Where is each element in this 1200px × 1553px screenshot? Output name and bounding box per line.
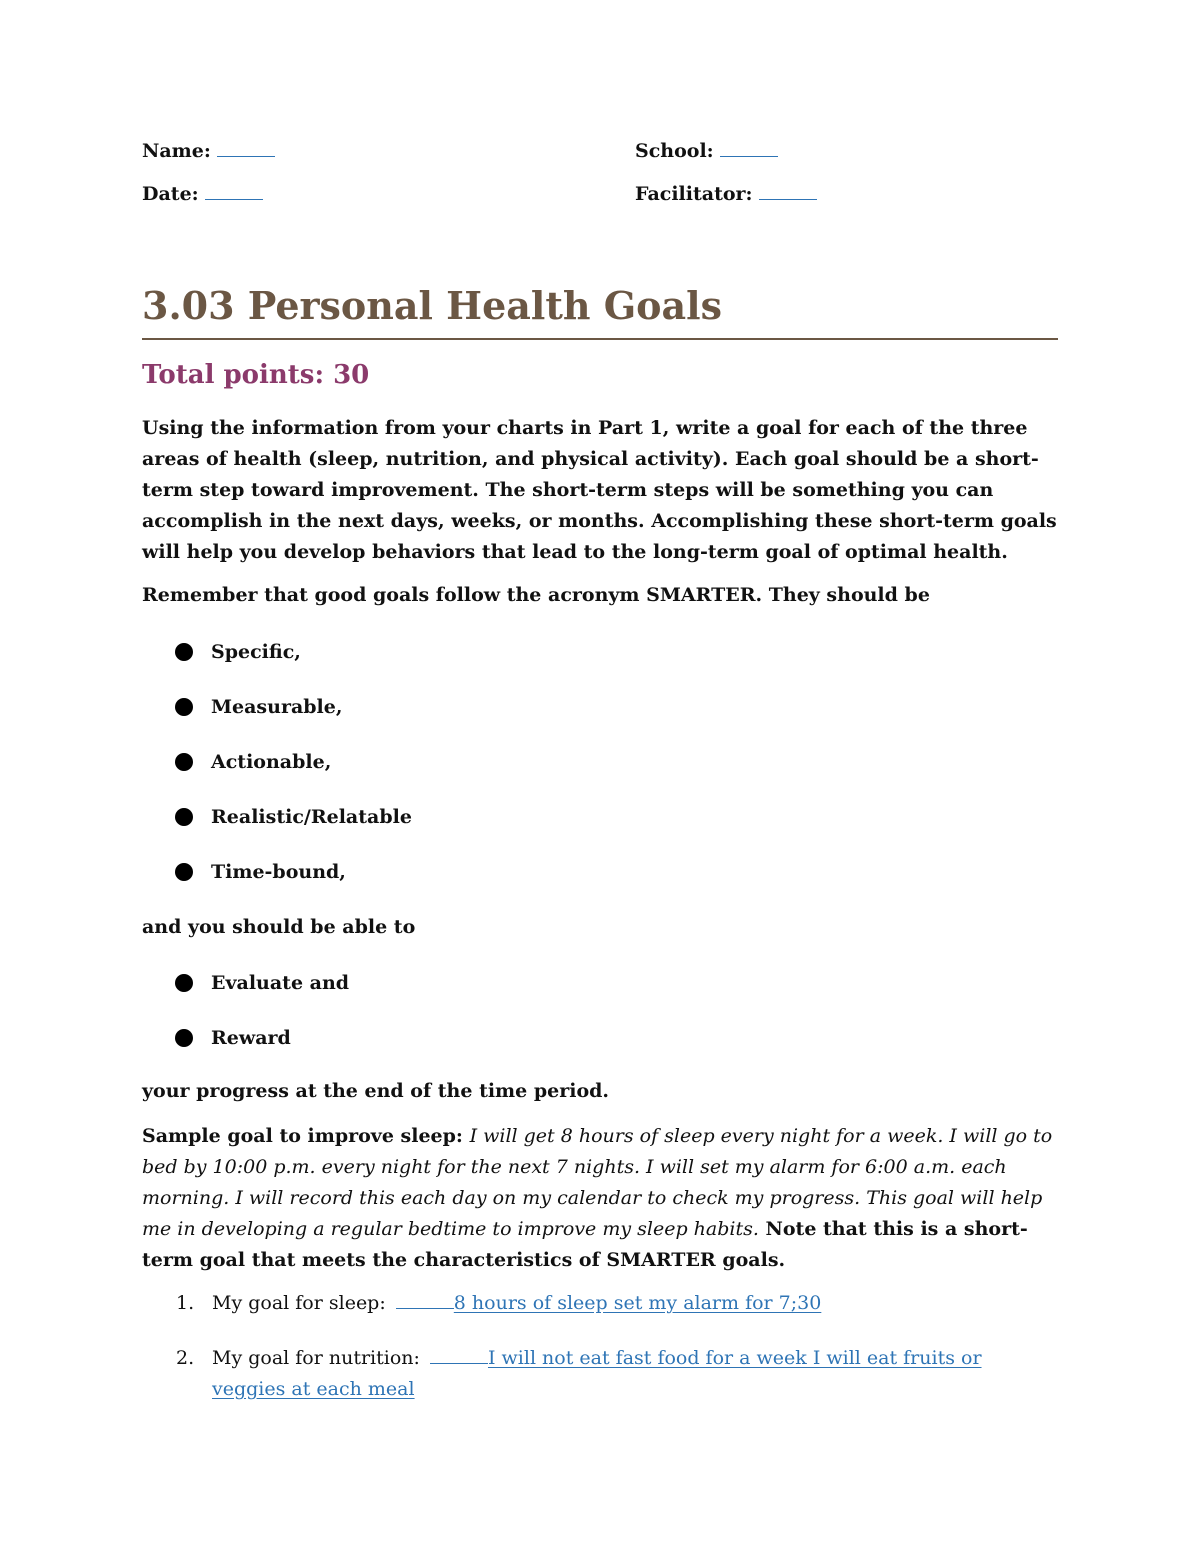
- facilitator-label: Facilitator:: [635, 183, 753, 205]
- list-item-text: Specific,: [211, 641, 301, 663]
- bullet-icon: [175, 863, 193, 881]
- sample-label: Sample goal to improve sleep:: [142, 1125, 463, 1147]
- goal-label: My goal for sleep:: [212, 1292, 386, 1314]
- list-item: [175, 858, 412, 913]
- goal-item-nutrition: [142, 1343, 1058, 1405]
- header-row-2: [142, 183, 1058, 226]
- facilitator-field[interactable]: [635, 183, 1058, 226]
- name-label: Name:: [142, 140, 211, 162]
- goal-content: [212, 1343, 1058, 1405]
- sample-note: Note that this is a short-term goal that meets the characteristics of SMARTER goals.: [142, 1218, 1028, 1271]
- list-item: [175, 1024, 349, 1079]
- progress-paragraph: your progress at the end of the time period.: [142, 1080, 610, 1102]
- list-item-text: Reward: [211, 1027, 291, 1049]
- date-field[interactable]: [142, 183, 635, 226]
- smarter-list: [175, 638, 412, 913]
- date-label: Date:: [142, 183, 199, 205]
- school-field[interactable]: [635, 140, 1058, 183]
- list-item: [175, 638, 412, 693]
- goal-content: [212, 1288, 1058, 1319]
- goal-item-sleep: [142, 1288, 1058, 1319]
- list-item-text: Actionable,: [211, 751, 332, 773]
- bullet-icon: [175, 1029, 193, 1047]
- list-item-text: Time-bound,: [211, 861, 346, 883]
- sleep-goal-answer[interactable]: 8 hours of sleep set my alarm for 7;30: [453, 1292, 822, 1314]
- bullet-icon: [175, 698, 193, 716]
- answer-blank: [396, 1290, 454, 1309]
- goal-number: 2.: [176, 1347, 195, 1369]
- goal-label: My goal for nutrition:: [212, 1347, 420, 1369]
- able-to-paragraph: and you should be able to: [142, 916, 416, 938]
- er-list: [175, 969, 349, 1079]
- school-label: School:: [635, 140, 714, 162]
- header-row-1: [142, 140, 1058, 183]
- bullet-icon: [175, 643, 193, 661]
- nutrition-goal-answer[interactable]: I will not eat fast food for a week I will eat fruits or veggies at each meal: [212, 1347, 982, 1400]
- bullet-icon: [175, 808, 193, 826]
- list-item: [175, 969, 349, 1024]
- name-field[interactable]: [142, 140, 635, 183]
- list-item-text: Realistic/Relatable: [211, 806, 412, 828]
- total-points-heading: Total points: 30: [142, 360, 370, 390]
- list-item-text: Measurable,: [211, 696, 343, 718]
- page-title: 3.03 Personal Health Goals: [142, 282, 1058, 340]
- sample-example: I will get 8 hours of sleep every night for a week. I will go to bed by 10:00 p.m. every night for the next 7 nights. I will set my alarm for 6:00 a.m. each morning. I will record this each day on my calendar to check my progress. This goal will help me in developing a regular bedtime to improve my sleep habits.: [142, 1125, 1053, 1240]
- list-item-text: Evaluate and: [211, 972, 350, 994]
- list-item: [175, 803, 412, 858]
- facilitator-blank[interactable]: [759, 185, 817, 200]
- bullet-icon: [175, 974, 193, 992]
- bullet-icon: [175, 753, 193, 771]
- answer-blank: [430, 1345, 488, 1364]
- school-blank[interactable]: [720, 142, 778, 157]
- sample-goal-paragraph: [142, 1121, 1058, 1276]
- list-item: [175, 748, 412, 803]
- header-fields: [142, 140, 1058, 226]
- list-item: [175, 693, 412, 748]
- date-blank[interactable]: [205, 185, 263, 200]
- goals-list: [142, 1288, 1058, 1429]
- intro-paragraph: Using the information from your charts in Part 1, write a goal for each of the three areas of health (sleep, nutrition, and physical activity). Each goal should be a short-term step toward improvement. The short-term steps will be something you can accomplish in the next days, weeks, or months. Accomplishing these short-term goals will help you develop behaviors that lead to the long-term goal of optimal health.: [142, 417, 1057, 563]
- goal-number: 1.: [176, 1292, 195, 1314]
- name-blank[interactable]: [217, 142, 275, 157]
- remember-paragraph: Remember that good goals follow the acronym SMARTER. They should be: [142, 584, 930, 606]
